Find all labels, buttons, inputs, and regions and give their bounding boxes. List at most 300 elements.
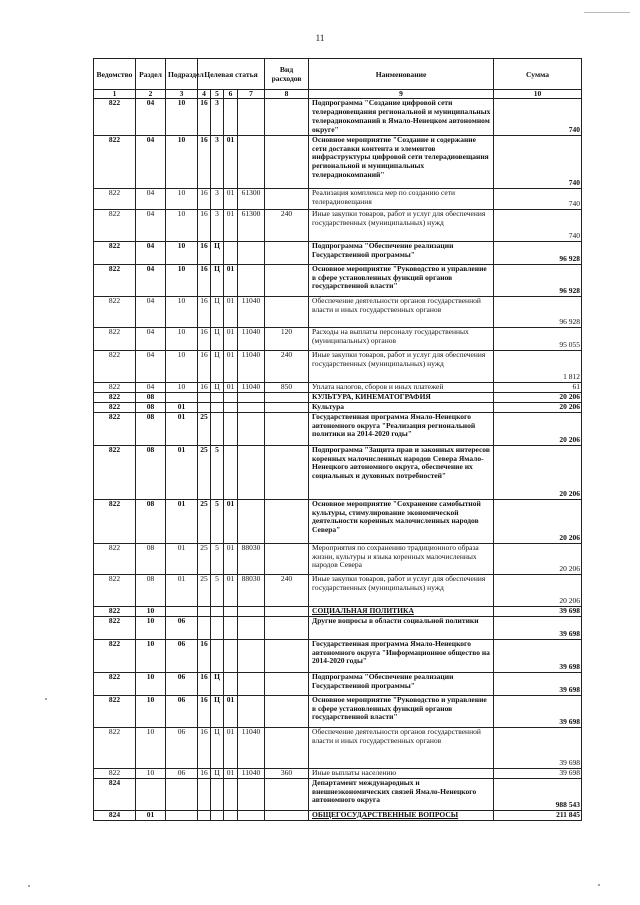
code-cell: 06 — [166, 727, 198, 768]
code-cell — [211, 616, 224, 639]
name-cell: Иные выплаты населению — [309, 768, 494, 778]
code-cell: Ц — [211, 296, 224, 327]
code-cell — [238, 672, 265, 695]
sum-cell: 20 206 — [494, 543, 582, 574]
sum-cell: 96 928 — [494, 264, 582, 296]
col-header-name: Наименование — [309, 59, 494, 90]
code-cell: 04 — [136, 241, 166, 264]
sum-cell: 20 206 — [494, 392, 582, 402]
table-row — [94, 241, 582, 264]
code-cell: 01 — [136, 810, 166, 820]
code-cell — [166, 778, 198, 810]
code-cell — [198, 402, 211, 412]
sum-cell: 39 698 — [494, 768, 582, 778]
name-cell: Государственная программа Ямало-Ненецкого автономного округа "Реализация региональной политики на 2014-2020 годы" — [309, 412, 494, 445]
code-cell: 16 — [198, 382, 211, 392]
code-cell — [224, 606, 238, 616]
code-cell — [136, 778, 166, 810]
code-cell — [224, 445, 238, 499]
code-cell — [166, 392, 198, 402]
code-cell: 822 — [94, 402, 136, 412]
code-cell: 10 — [166, 241, 198, 264]
code-cell — [265, 99, 309, 136]
code-cell: 01 — [224, 768, 238, 778]
name-cell: Обеспечение деятельности органов государственной власти и иных государственных органов — [309, 727, 494, 768]
table-body — [94, 99, 582, 821]
name-cell: Основное мероприятие "Сохранение самобытной культуры, стимулирование экономической деятельности коренных малочисленных народов Севера" — [309, 499, 494, 543]
code-cell: Ц — [211, 327, 224, 350]
code-cell — [238, 778, 265, 810]
table-row — [94, 382, 582, 392]
code-cell: 11040 — [238, 382, 265, 392]
code-cell: 360 — [265, 768, 309, 778]
header-row — [94, 59, 582, 90]
code-cell — [238, 695, 265, 727]
sum-cell: 61 — [494, 382, 582, 392]
column-number-cell: 10 — [494, 90, 582, 99]
code-cell: 11040 — [238, 296, 265, 327]
code-cell: 5 — [211, 543, 224, 574]
page-number: 11 — [315, 33, 325, 43]
code-cell — [265, 445, 309, 499]
code-cell: 16 — [198, 135, 211, 188]
name-cell: Основное мероприятие "Создание и содержание сети доставки контента и элементов инфраструктуры цифровой сети телерадиовещания региональной и муниципальных телерадиокомпаний" — [309, 135, 494, 188]
scan-speck — [45, 698, 47, 700]
code-cell — [211, 402, 224, 412]
code-cell — [238, 241, 265, 264]
code-cell — [238, 392, 265, 402]
code-cell: 5 — [211, 499, 224, 543]
table-row — [94, 606, 582, 616]
code-cell: 824 — [94, 778, 136, 810]
code-cell — [265, 639, 309, 672]
sum-cell: 211 845 — [494, 810, 582, 820]
code-cell — [265, 264, 309, 296]
code-cell: 16 — [198, 727, 211, 768]
column-number-cell: 1 — [94, 90, 136, 99]
code-cell: 01 — [166, 543, 198, 574]
name-cell: Культура — [309, 402, 494, 412]
column-number-cell: 8 — [265, 90, 309, 99]
code-cell: 04 — [136, 296, 166, 327]
code-cell: 822 — [94, 695, 136, 727]
code-cell — [265, 778, 309, 810]
col-header-vid: Вид расходов — [265, 59, 309, 90]
code-cell: 11040 — [238, 727, 265, 768]
sum-cell: 20 206 — [494, 445, 582, 499]
col-header-celevaya: Целевая статья — [198, 59, 265, 90]
code-cell — [211, 810, 224, 820]
code-cell: 16 — [198, 264, 211, 296]
code-cell: 16 — [198, 327, 211, 350]
sum-cell: 740 — [494, 188, 582, 209]
table-row — [94, 392, 582, 402]
code-cell: 01 — [224, 135, 238, 188]
code-cell — [166, 606, 198, 616]
code-cell: 25 — [198, 499, 211, 543]
code-cell: 06 — [166, 639, 198, 672]
code-cell: 10 — [136, 727, 166, 768]
code-cell: 01 — [224, 695, 238, 727]
code-cell: 10 — [136, 768, 166, 778]
code-cell — [224, 672, 238, 695]
scan-mark — [584, 4, 630, 13]
code-cell: 822 — [94, 445, 136, 499]
code-cell: 16 — [198, 188, 211, 209]
code-cell — [198, 392, 211, 402]
code-cell: 01 — [224, 499, 238, 543]
table-row — [94, 727, 582, 768]
table-row — [94, 327, 582, 350]
sum-cell: 96 928 — [494, 296, 582, 327]
code-cell: 10 — [136, 639, 166, 672]
code-cell — [211, 412, 224, 445]
name-cell: Иные закупки товаров, работ и услуг для обеспечения государственных (муниципальных) нужд — [309, 209, 494, 241]
code-cell — [238, 402, 265, 412]
code-cell: 10 — [166, 264, 198, 296]
code-cell — [265, 672, 309, 695]
code-cell: 822 — [94, 639, 136, 672]
name-cell: Реализация комплекса мер по созданию сети телерадиовещания — [309, 188, 494, 209]
code-cell: 10 — [166, 209, 198, 241]
code-cell: 11040 — [238, 327, 265, 350]
code-cell: 01 — [224, 574, 238, 606]
name-cell: Иные закупки товаров, работ и услуг для обеспечения государственных (муниципальных) нужд — [309, 574, 494, 606]
code-cell: 240 — [265, 350, 309, 382]
code-cell — [238, 639, 265, 672]
code-cell: 01 — [224, 382, 238, 392]
code-cell: 10 — [136, 606, 166, 616]
code-cell: 06 — [166, 616, 198, 639]
table-row — [94, 672, 582, 695]
code-cell: 822 — [94, 412, 136, 445]
code-cell: 04 — [136, 264, 166, 296]
column-number-cell: 6 — [224, 90, 238, 99]
code-cell: 16 — [198, 350, 211, 382]
code-cell: 01 — [224, 350, 238, 382]
code-cell: 01 — [224, 296, 238, 327]
name-cell: ОБЩЕГОСУДАРСТВЕННЫЕ ВОПРОСЫ — [309, 810, 494, 820]
code-cell: 01 — [224, 543, 238, 574]
code-cell — [265, 241, 309, 264]
code-cell: 822 — [94, 296, 136, 327]
code-cell: Ц — [211, 672, 224, 695]
code-cell — [224, 412, 238, 445]
table-row — [94, 543, 582, 574]
code-cell: 04 — [136, 188, 166, 209]
name-cell: Обеспечение деятельности органов государственной власти и иных государственных органов — [309, 296, 494, 327]
code-cell: Ц — [211, 768, 224, 778]
code-cell — [265, 499, 309, 543]
code-cell: 822 — [94, 768, 136, 778]
code-cell: 10 — [166, 327, 198, 350]
code-cell: 16 — [198, 672, 211, 695]
sum-cell: 39 698 — [494, 639, 582, 672]
table-row — [94, 402, 582, 412]
column-number-cell: 2 — [136, 90, 166, 99]
code-cell: 01 — [224, 188, 238, 209]
code-cell: 08 — [136, 574, 166, 606]
code-cell — [211, 639, 224, 672]
sum-cell: 20 206 — [494, 574, 582, 606]
code-cell: 08 — [136, 392, 166, 402]
code-cell: 822 — [94, 241, 136, 264]
code-cell: 04 — [136, 382, 166, 392]
sum-cell: 96 928 — [494, 241, 582, 264]
code-cell — [238, 99, 265, 136]
code-cell: 16 — [198, 99, 211, 136]
code-cell: 01 — [166, 412, 198, 445]
code-cell: 10 — [166, 382, 198, 392]
column-number-cell: 3 — [166, 90, 198, 99]
code-cell: 10 — [136, 672, 166, 695]
scan-speck — [598, 884, 600, 886]
col-header-sum: Сумма — [494, 59, 582, 90]
code-cell: 10 — [136, 695, 166, 727]
name-cell: Уплата налогов, сборов и иных платежей — [309, 382, 494, 392]
code-cell: 822 — [94, 264, 136, 296]
code-cell: 822 — [94, 135, 136, 188]
code-cell: Ц — [211, 241, 224, 264]
code-cell: 04 — [136, 350, 166, 382]
sum-cell: 740 — [494, 135, 582, 188]
code-cell: 10 — [166, 296, 198, 327]
code-cell: 16 — [198, 695, 211, 727]
code-cell — [238, 412, 265, 445]
code-cell: 5 — [211, 574, 224, 606]
code-cell — [265, 135, 309, 188]
code-cell: 3 — [211, 135, 224, 188]
code-cell — [265, 412, 309, 445]
scan-speck — [28, 885, 30, 887]
code-cell: Ц — [211, 264, 224, 296]
table-row — [94, 499, 582, 543]
name-cell: Основное мероприятие "Руководство и управление в сфере установленных функций органов государственной власти" — [309, 695, 494, 727]
code-cell: 822 — [94, 382, 136, 392]
name-cell: Подпрограмма "Создание цифровой сети телерадиовещания региональной и муниципальных телерадиокомпаний в Ямало-Ненецком автономном округе" — [309, 99, 494, 136]
code-cell: 3 — [211, 209, 224, 241]
code-cell: 25 — [198, 574, 211, 606]
code-cell — [224, 402, 238, 412]
code-cell: 822 — [94, 188, 136, 209]
table-row — [94, 810, 582, 820]
code-cell: 10 — [166, 350, 198, 382]
code-cell: 822 — [94, 616, 136, 639]
code-cell: 822 — [94, 606, 136, 616]
col-header-razdel: Раздел — [136, 59, 166, 90]
table-row — [94, 296, 582, 327]
sum-cell: 20 206 — [494, 412, 582, 445]
sum-cell: 39 698 — [494, 606, 582, 616]
code-cell: 824 — [94, 810, 136, 820]
code-cell: 16 — [198, 241, 211, 264]
code-cell: 10 — [166, 99, 198, 136]
code-cell: 10 — [166, 135, 198, 188]
name-cell: Департамент международных и внешнеэкономических связей Ямало-Ненецкого автономного округа — [309, 778, 494, 810]
name-cell: Подпрограмма "Обеспечение реализации Государственной программы" — [309, 672, 494, 695]
code-cell: 01 — [224, 209, 238, 241]
code-cell: 25 — [198, 543, 211, 574]
code-cell: 88030 — [238, 574, 265, 606]
column-number-cell: 7 — [238, 90, 265, 99]
code-cell — [198, 616, 211, 639]
table-row — [94, 135, 582, 188]
table-row — [94, 412, 582, 445]
name-cell: Мероприятия по сохранению традиционного образа жизни, культуры и языка коренных малочисленных народов Севера — [309, 543, 494, 574]
code-cell: 01 — [166, 574, 198, 606]
code-cell: 08 — [136, 412, 166, 445]
code-cell: 822 — [94, 350, 136, 382]
code-cell: 01 — [224, 727, 238, 768]
column-number-cell: 4 — [198, 90, 211, 99]
code-cell: 06 — [166, 672, 198, 695]
col-header-vedomstvo: Ведомство — [94, 59, 136, 90]
name-cell: Другие вопросы в области социальной политики — [309, 616, 494, 639]
code-cell — [265, 543, 309, 574]
table-row — [94, 350, 582, 382]
table-row — [94, 574, 582, 606]
code-cell — [224, 392, 238, 402]
name-cell: Государственная программа Ямало-Ненецкого автономного округа "Информационное общество на 2014-2020 годы" — [309, 639, 494, 672]
name-cell: Основное мероприятие "Руководство и управление в сфере установленных функций органов государственной власти" — [309, 264, 494, 296]
code-cell — [238, 264, 265, 296]
table-row — [94, 209, 582, 241]
code-cell — [198, 778, 211, 810]
code-cell — [211, 606, 224, 616]
code-cell: 88030 — [238, 543, 265, 574]
code-cell: 16 — [198, 639, 211, 672]
code-cell — [224, 778, 238, 810]
code-cell — [211, 778, 224, 810]
code-cell: 3 — [211, 188, 224, 209]
code-cell: 3 — [211, 99, 224, 136]
code-cell: 822 — [94, 327, 136, 350]
code-cell: 01 — [224, 327, 238, 350]
sum-cell: 39 698 — [494, 672, 582, 695]
code-cell — [198, 606, 211, 616]
code-cell: 01 — [166, 445, 198, 499]
code-cell: 25 — [198, 412, 211, 445]
code-cell: 822 — [94, 499, 136, 543]
column-number-cell: 9 — [309, 90, 494, 99]
code-cell: 822 — [94, 543, 136, 574]
table-row — [94, 188, 582, 209]
code-cell: 04 — [136, 327, 166, 350]
sum-cell: 39 698 — [494, 616, 582, 639]
code-cell: 01 — [166, 402, 198, 412]
code-cell: 822 — [94, 209, 136, 241]
name-cell: СОЦИАЛЬНАЯ ПОЛИТИКА — [309, 606, 494, 616]
code-cell: Ц — [211, 695, 224, 727]
sum-cell: 20 206 — [494, 402, 582, 412]
code-cell: 120 — [265, 327, 309, 350]
code-cell — [224, 639, 238, 672]
code-cell: 822 — [94, 574, 136, 606]
sum-cell: 95 055 — [494, 327, 582, 350]
code-cell — [238, 135, 265, 188]
table-row — [94, 445, 582, 499]
sum-cell: 39 698 — [494, 727, 582, 768]
code-cell: 5 — [211, 445, 224, 499]
code-cell: 08 — [136, 402, 166, 412]
code-cell: 01 — [224, 264, 238, 296]
code-cell — [265, 402, 309, 412]
code-cell: 25 — [198, 445, 211, 499]
table-row — [94, 616, 582, 639]
name-cell: КУЛЬТУРА, КИНЕМАТОГРАФИЯ — [309, 392, 494, 402]
table-row — [94, 695, 582, 727]
name-cell: Расходы на выплаты персоналу государственных (муниципальных) органов — [309, 327, 494, 350]
code-cell: 822 — [94, 99, 136, 136]
code-cell — [265, 616, 309, 639]
code-cell: 10 — [136, 616, 166, 639]
code-cell: 04 — [136, 99, 166, 136]
code-cell: 06 — [166, 695, 198, 727]
budget-table — [93, 58, 582, 821]
table-row — [94, 99, 582, 136]
code-cell — [224, 616, 238, 639]
code-cell — [265, 606, 309, 616]
code-cell — [211, 392, 224, 402]
code-cell: 822 — [94, 727, 136, 768]
table-row — [94, 768, 582, 778]
code-cell: 10 — [166, 188, 198, 209]
code-cell — [238, 499, 265, 543]
table-row — [94, 264, 582, 296]
table-row — [94, 778, 582, 810]
code-cell — [238, 810, 265, 820]
code-cell: 06 — [166, 768, 198, 778]
code-cell — [238, 445, 265, 499]
sum-cell: 1 812 — [494, 350, 582, 382]
code-cell: 08 — [136, 445, 166, 499]
sum-cell: 740 — [494, 209, 582, 241]
name-cell: Подпрограмма "Защита прав и законных интересов коренных малочисленных народов Севера Ямало-Ненецкого автономного округа, обеспечение их социальных и духовных потребностей" — [309, 445, 494, 499]
code-cell — [224, 810, 238, 820]
code-cell: 04 — [136, 209, 166, 241]
code-cell: 822 — [94, 672, 136, 695]
code-cell: 11040 — [238, 768, 265, 778]
table-row — [94, 639, 582, 672]
code-cell — [238, 606, 265, 616]
code-cell: 822 — [94, 392, 136, 402]
code-cell — [224, 241, 238, 264]
code-cell: Ц — [211, 727, 224, 768]
sum-cell: 740 — [494, 99, 582, 136]
code-cell: 240 — [265, 209, 309, 241]
code-cell: 61300 — [238, 209, 265, 241]
code-cell — [265, 392, 309, 402]
code-cell: 04 — [136, 135, 166, 188]
code-cell: 240 — [265, 574, 309, 606]
code-cell — [265, 727, 309, 768]
sum-cell: 20 206 — [494, 499, 582, 543]
sum-cell: 39 698 — [494, 695, 582, 727]
name-cell: Подпрограмма "Обеспечение реализации Государственной программы" — [309, 241, 494, 264]
sum-cell: 988 543 — [494, 778, 582, 810]
col-header-podrazdel: Подраздел — [166, 59, 198, 90]
column-number-cell: 5 — [211, 90, 224, 99]
code-cell: 16 — [198, 209, 211, 241]
code-cell — [224, 99, 238, 136]
code-cell — [265, 695, 309, 727]
name-cell: Иные закупки товаров, работ и услуг для обеспечения государственных (муниципальных) нужд — [309, 350, 494, 382]
code-cell: 16 — [198, 296, 211, 327]
code-cell: 16 — [198, 768, 211, 778]
code-cell: Ц — [211, 382, 224, 392]
code-cell — [166, 810, 198, 820]
code-cell: 08 — [136, 543, 166, 574]
